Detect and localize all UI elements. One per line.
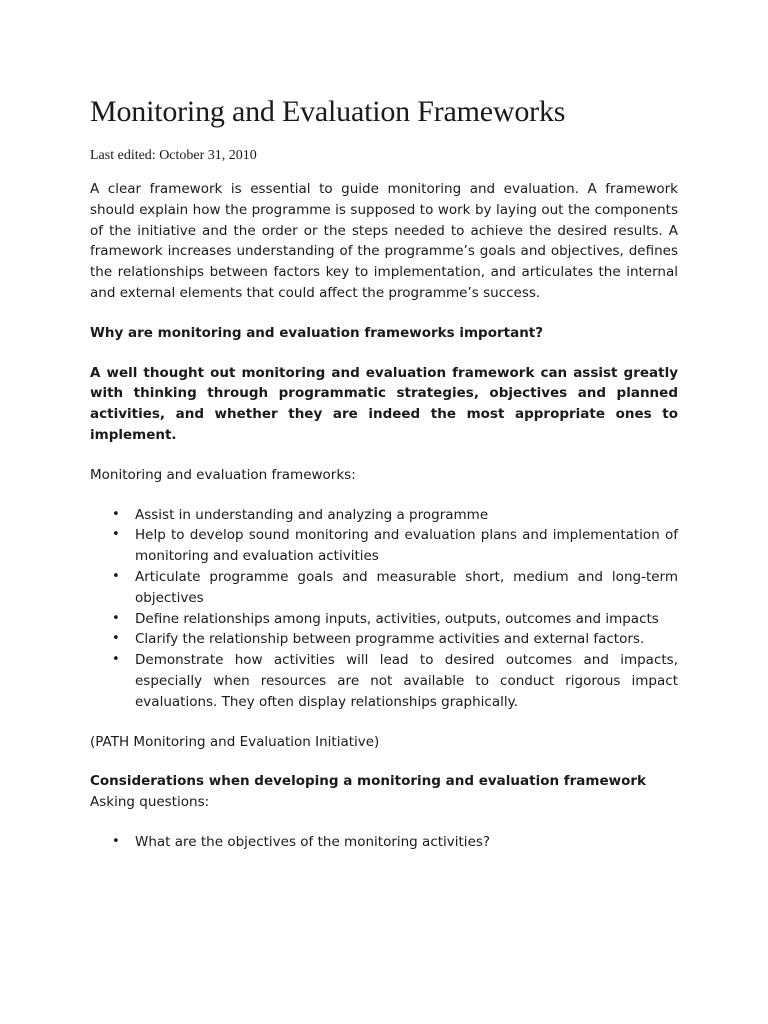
list-item [90,525,678,567]
list-item [90,832,678,853]
list-item [90,567,678,609]
list-item-text: What are the objectives of the monitoring activities? [135,833,491,850]
source-citation: (PATH Monitoring and Evaluation Initiative) [90,733,380,750]
list-item-text: Help to develop sound monitoring and evaluation plans and implementation of monitoring and evaluation activities [135,527,678,565]
question-points-list [90,832,678,853]
list-item-text: Define relationships among inputs, activities, outputs, outcomes and impacts [135,610,659,627]
bullet-icon: • [112,652,120,668]
framework-points-list [90,505,678,713]
list-item-text: Articulate programme goals and measurable short, medium and long-term objectives [135,568,678,606]
bullet-icon: • [112,631,120,647]
frameworks-intro: Monitoring and evaluation frameworks: [90,466,356,483]
bullet-icon: • [112,506,120,522]
bullet-icon: • [112,527,120,543]
bullet-icon: • [112,833,120,849]
list-item-text: Assist in understanding and analyzing a programme [135,506,489,523]
intro-paragraph: A clear framework is essential to guide monitoring and evaluation. A framework should explain how the programme is supposed to work by laying out the components of the initiative and the order or the steps needed to achieve the desired results. A framework increases understanding of the programme’s goals and objectives, defines the relationships between factors key to implementation, and articulates the internal and external elements that could affect the programme’s success. [90,181,678,301]
list-item [90,629,678,650]
asking-questions-label: Asking questions: [90,794,210,811]
bullet-icon: • [112,610,120,626]
list-item [90,650,678,712]
list-item-text: Clarify the relationship between programme activities and external factors. [135,631,645,648]
why-heading: Why are monitoring and evaluation frameworks important? [90,324,544,341]
considerations-heading: Considerations when developing a monitoring and evaluation framework [90,773,647,790]
list-item [90,609,678,630]
why-answer-paragraph: A well thought out monitoring and evaluation framework can assist greatly with thinking through programmatic strategies, objectives and planned activities, and whether they are indeed the most appropriate ones to implement. [90,364,678,443]
list-item-text: Demonstrate how activities will lead to desired outcomes and impacts, especially when resources are not available to conduct rigorous impact evaluations. They often display relationships graphically. [135,652,678,710]
bullet-icon: • [112,568,120,584]
list-item [90,505,678,526]
document-page [90,88,678,853]
last-edited-date: Last edited: October 31, 2010 [90,148,257,163]
page-title: Monitoring and Evaluation Frameworks [90,95,566,128]
